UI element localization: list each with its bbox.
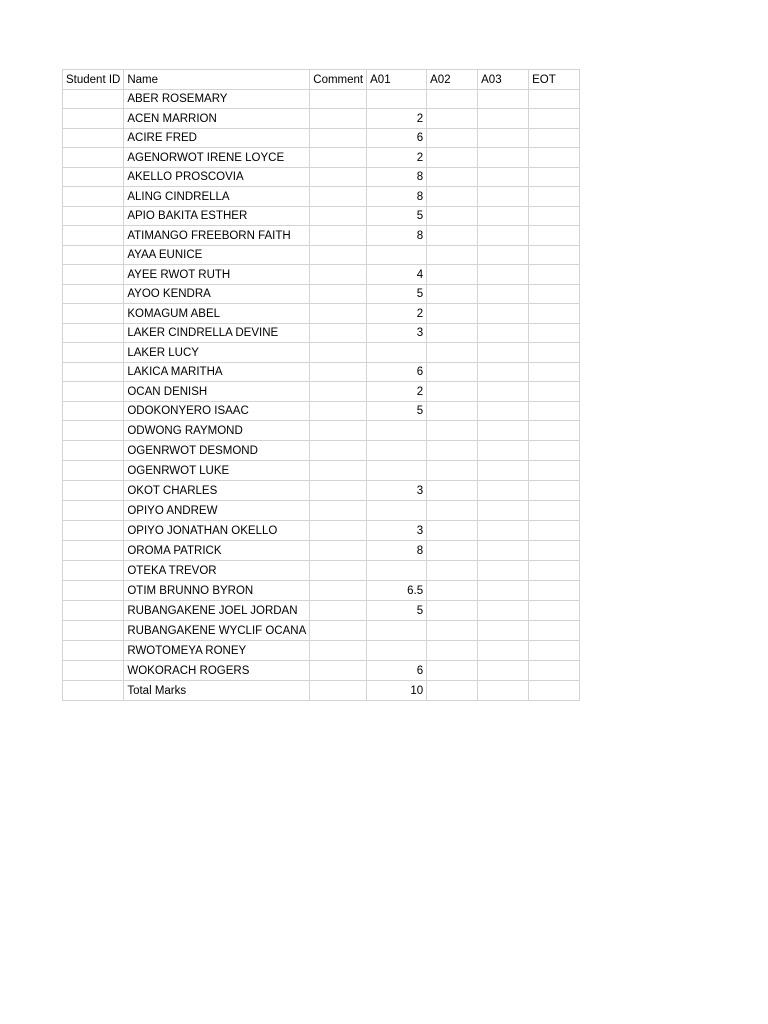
cell-name[interactable]: OPIYO ANDREW — [124, 501, 310, 521]
table-row — [63, 187, 580, 207]
cell-name[interactable]: OTEKA TREVOR — [124, 561, 310, 581]
cell-a01[interactable]: 6.5 — [367, 581, 427, 601]
cell-eot[interactable] — [529, 581, 580, 601]
cell-a03[interactable] — [478, 421, 529, 441]
cell-eot[interactable] — [529, 521, 580, 541]
cell-a02[interactable] — [427, 246, 478, 265]
cell-a01[interactable]: 5 — [367, 285, 427, 304]
cell-eot[interactable] — [529, 304, 580, 324]
table-row — [63, 129, 580, 148]
cell-student-id[interactable] — [63, 187, 124, 207]
cell-name[interactable]: ODOKONYERO ISAAC — [124, 402, 310, 421]
cell-eot[interactable] — [529, 641, 580, 661]
header-row — [63, 70, 580, 90]
cell-eot[interactable] — [529, 207, 580, 226]
cell-a03[interactable] — [478, 148, 529, 168]
cell-a03[interactable] — [478, 661, 529, 681]
cell-student-id[interactable] — [63, 421, 124, 441]
cell-comment[interactable] — [310, 561, 367, 581]
cell-student-id[interactable] — [63, 109, 124, 129]
cell-student-id[interactable] — [63, 402, 124, 421]
cell-student-id[interactable] — [63, 363, 124, 382]
cell-a01[interactable]: 3 — [367, 521, 427, 541]
table-row — [63, 621, 580, 641]
cell-comment[interactable] — [310, 207, 367, 226]
cell-a02[interactable] — [427, 187, 478, 207]
table-body — [63, 90, 580, 701]
table-row — [63, 285, 580, 304]
cell-a03[interactable] — [478, 561, 529, 581]
cell-a03[interactable] — [478, 481, 529, 501]
cell-a01[interactable]: 8 — [367, 187, 427, 207]
cell-student-id[interactable] — [63, 382, 124, 402]
header-comment[interactable]: Comment — [310, 70, 367, 90]
cell-a01[interactable] — [367, 461, 427, 481]
cell-a03[interactable] — [478, 187, 529, 207]
cell-a01[interactable] — [367, 90, 427, 109]
cell-name[interactable]: OKOT CHARLES — [124, 481, 310, 501]
cell-eot[interactable] — [529, 601, 580, 621]
cell-comment[interactable] — [310, 304, 367, 324]
cell-name[interactable]: OROMA PATRICK — [124, 541, 310, 561]
cell-student-id[interactable] — [63, 661, 124, 681]
cell-name[interactable]: AYOO KENDRA — [124, 285, 310, 304]
table-row — [63, 681, 580, 701]
cell-a03[interactable] — [478, 581, 529, 601]
cell-eot[interactable] — [529, 441, 580, 461]
cell-a02[interactable] — [427, 168, 478, 187]
cell-a01[interactable]: 4 — [367, 265, 427, 285]
cell-name[interactable]: LAKICA MARITHA — [124, 363, 310, 382]
cell-a01[interactable]: 3 — [367, 324, 427, 343]
cell-a02[interactable] — [427, 226, 478, 246]
cell-a03[interactable] — [478, 168, 529, 187]
cell-student-id[interactable] — [63, 304, 124, 324]
header-a02[interactable]: A02 — [427, 70, 478, 90]
cell-a01[interactable]: 2 — [367, 304, 427, 324]
cell-comment[interactable] — [310, 343, 367, 363]
cell-a01[interactable]: 2 — [367, 148, 427, 168]
cell-eot[interactable] — [529, 226, 580, 246]
table-row — [63, 265, 580, 285]
table-row — [63, 148, 580, 168]
cell-student-id[interactable] — [63, 129, 124, 148]
cell-student-id[interactable] — [63, 148, 124, 168]
cell-a03[interactable] — [478, 441, 529, 461]
cell-student-id[interactable] — [63, 90, 124, 109]
cell-a01[interactable] — [367, 621, 427, 641]
cell-a03[interactable] — [478, 207, 529, 226]
table-row — [63, 304, 580, 324]
cell-a02[interactable] — [427, 481, 478, 501]
cell-a01[interactable] — [367, 246, 427, 265]
cell-name[interactable]: Total Marks — [124, 681, 310, 701]
table-row — [63, 541, 580, 561]
cell-a02[interactable] — [427, 601, 478, 621]
cell-comment[interactable] — [310, 187, 367, 207]
table-row — [63, 461, 580, 481]
cell-student-id[interactable] — [63, 226, 124, 246]
cell-eot[interactable] — [529, 382, 580, 402]
cell-name[interactable]: KOMAGUM ABEL — [124, 304, 310, 324]
cell-name[interactable]: LAKER CINDRELLA DEVINE — [124, 324, 310, 343]
table-row — [63, 501, 580, 521]
cell-name[interactable]: ODWONG RAYMOND — [124, 421, 310, 441]
table-row — [63, 324, 580, 343]
cell-a02[interactable] — [427, 207, 478, 226]
cell-comment[interactable] — [310, 109, 367, 129]
cell-comment[interactable] — [310, 441, 367, 461]
cell-a03[interactable] — [478, 246, 529, 265]
cell-comment[interactable] — [310, 641, 367, 661]
cell-a01[interactable]: 8 — [367, 168, 427, 187]
cell-student-id[interactable] — [63, 581, 124, 601]
cell-name[interactable]: ACEN MARRION — [124, 109, 310, 129]
cell-a01[interactable]: 8 — [367, 541, 427, 561]
cell-comment[interactable] — [310, 402, 367, 421]
cell-eot[interactable] — [529, 343, 580, 363]
cell-comment[interactable] — [310, 621, 367, 641]
table-row — [63, 168, 580, 187]
header-a03[interactable]: A03 — [478, 70, 529, 90]
cell-name[interactable]: OGENRWOT LUKE — [124, 461, 310, 481]
cell-a02[interactable] — [427, 621, 478, 641]
cell-a01[interactable] — [367, 641, 427, 661]
cell-a02[interactable] — [427, 109, 478, 129]
cell-eot[interactable] — [529, 324, 580, 343]
cell-a03[interactable] — [478, 285, 529, 304]
cell-a03[interactable] — [478, 501, 529, 521]
table-row — [63, 207, 580, 226]
cell-a01[interactable]: 2 — [367, 382, 427, 402]
cell-a02[interactable] — [427, 581, 478, 601]
cell-eot[interactable] — [529, 421, 580, 441]
cell-eot[interactable] — [529, 148, 580, 168]
cell-a03[interactable] — [478, 521, 529, 541]
cell-student-id[interactable] — [63, 681, 124, 701]
cell-a03[interactable] — [478, 304, 529, 324]
table-row — [63, 246, 580, 265]
table-row — [63, 521, 580, 541]
cell-eot[interactable] — [529, 109, 580, 129]
table-row — [63, 402, 580, 421]
cell-name[interactable]: RUBANGAKENE WYCLIF OCANA — [124, 621, 310, 641]
cell-comment[interactable] — [310, 148, 367, 168]
cell-a02[interactable] — [427, 421, 478, 441]
cell-name[interactable]: AGENORWOT IRENE LOYCE — [124, 148, 310, 168]
cell-comment[interactable] — [310, 363, 367, 382]
cell-student-id[interactable] — [63, 246, 124, 265]
cell-comment[interactable] — [310, 661, 367, 681]
cell-comment[interactable] — [310, 285, 367, 304]
cell-comment[interactable] — [310, 168, 367, 187]
cell-student-id[interactable] — [63, 441, 124, 461]
cell-comment[interactable] — [310, 481, 367, 501]
cell-a03[interactable] — [478, 129, 529, 148]
cell-a01[interactable]: 10 — [367, 681, 427, 701]
cell-a03[interactable] — [478, 109, 529, 129]
cell-a01[interactable]: 5 — [367, 207, 427, 226]
cell-a01[interactable]: 6 — [367, 129, 427, 148]
cell-a03[interactable] — [478, 90, 529, 109]
cell-student-id[interactable] — [63, 207, 124, 226]
cell-a03[interactable] — [478, 641, 529, 661]
cell-student-id[interactable] — [63, 324, 124, 343]
cell-name[interactable]: ALING CINDRELLA — [124, 187, 310, 207]
cell-comment[interactable] — [310, 601, 367, 621]
cell-eot[interactable] — [529, 90, 580, 109]
cell-a02[interactable] — [427, 561, 478, 581]
cell-eot[interactable] — [529, 168, 580, 187]
table-row — [63, 363, 580, 382]
cell-name[interactable]: AYEE RWOT RUTH — [124, 265, 310, 285]
cell-a01[interactable]: 5 — [367, 402, 427, 421]
cell-a03[interactable] — [478, 541, 529, 561]
cell-a03[interactable] — [478, 324, 529, 343]
cell-eot[interactable] — [529, 661, 580, 681]
cell-a02[interactable] — [427, 681, 478, 701]
cell-student-id[interactable] — [63, 561, 124, 581]
cell-name[interactable]: WOKORACH ROGERS — [124, 661, 310, 681]
cell-student-id[interactable] — [63, 641, 124, 661]
cell-a02[interactable] — [427, 285, 478, 304]
header-eot[interactable]: EOT — [529, 70, 580, 90]
header-student-id[interactable]: Student ID — [63, 70, 124, 90]
cell-comment[interactable] — [310, 461, 367, 481]
cell-a02[interactable] — [427, 402, 478, 421]
cell-comment[interactable] — [310, 541, 367, 561]
cell-a01[interactable] — [367, 343, 427, 363]
marks-table — [62, 69, 580, 701]
cell-comment[interactable] — [310, 421, 367, 441]
cell-eot[interactable] — [529, 129, 580, 148]
cell-comment[interactable] — [310, 246, 367, 265]
cell-a01[interactable]: 2 — [367, 109, 427, 129]
cell-student-id[interactable] — [63, 501, 124, 521]
cell-eot[interactable] — [529, 246, 580, 265]
cell-eot[interactable] — [529, 285, 580, 304]
cell-name[interactable]: ABER ROSEMARY — [124, 90, 310, 109]
cell-a01[interactable]: 8 — [367, 226, 427, 246]
cell-student-id[interactable] — [63, 461, 124, 481]
cell-comment[interactable] — [310, 521, 367, 541]
cell-a03[interactable] — [478, 402, 529, 421]
cell-a02[interactable] — [427, 382, 478, 402]
cell-name[interactable]: OPIYO JONATHAN OKELLO — [124, 521, 310, 541]
cell-comment[interactable] — [310, 382, 367, 402]
cell-a02[interactable] — [427, 641, 478, 661]
cell-a02[interactable] — [427, 304, 478, 324]
cell-a02[interactable] — [427, 324, 478, 343]
cell-student-id[interactable] — [63, 521, 124, 541]
table-row — [63, 441, 580, 461]
cell-eot[interactable] — [529, 265, 580, 285]
table-row — [63, 226, 580, 246]
cell-student-id[interactable] — [63, 265, 124, 285]
cell-a03[interactable] — [478, 601, 529, 621]
cell-eot[interactable] — [529, 561, 580, 581]
cell-a03[interactable] — [478, 343, 529, 363]
table-row — [63, 641, 580, 661]
cell-comment[interactable] — [310, 265, 367, 285]
cell-eot[interactable] — [529, 402, 580, 421]
cell-a01[interactable]: 6 — [367, 661, 427, 681]
cell-comment[interactable] — [310, 324, 367, 343]
cell-student-id[interactable] — [63, 481, 124, 501]
cell-name[interactable]: AYAA EUNICE — [124, 246, 310, 265]
table-row — [63, 421, 580, 441]
cell-student-id[interactable] — [63, 621, 124, 641]
cell-eot[interactable] — [529, 501, 580, 521]
cell-a02[interactable] — [427, 501, 478, 521]
cell-student-id[interactable] — [63, 285, 124, 304]
cell-a02[interactable] — [427, 541, 478, 561]
cell-a02[interactable] — [427, 521, 478, 541]
cell-a02[interactable] — [427, 129, 478, 148]
cell-name[interactable]: OGENRWOT DESMOND — [124, 441, 310, 461]
cell-a02[interactable] — [427, 265, 478, 285]
cell-name[interactable]: ACIRE FRED — [124, 129, 310, 148]
table-row — [63, 382, 580, 402]
header-a01[interactable]: A01 — [367, 70, 427, 90]
cell-comment[interactable] — [310, 90, 367, 109]
cell-name[interactable]: RWOTOMEYA RONEY — [124, 641, 310, 661]
cell-a02[interactable] — [427, 90, 478, 109]
cell-comment[interactable] — [310, 226, 367, 246]
cell-a03[interactable] — [478, 681, 529, 701]
cell-student-id[interactable] — [63, 541, 124, 561]
cell-eot[interactable] — [529, 461, 580, 481]
cell-a03[interactable] — [478, 265, 529, 285]
cell-a03[interactable] — [478, 382, 529, 402]
header-name[interactable]: Name — [124, 70, 310, 90]
cell-a02[interactable] — [427, 661, 478, 681]
cell-name[interactable]: OCAN DENISH — [124, 382, 310, 402]
table-row — [63, 90, 580, 109]
cell-eot[interactable] — [529, 187, 580, 207]
cell-student-id[interactable] — [63, 343, 124, 363]
cell-a02[interactable] — [427, 343, 478, 363]
cell-name[interactable]: AKELLO PROSCOVIA — [124, 168, 310, 187]
cell-a02[interactable] — [427, 363, 478, 382]
cell-a01[interactable]: 5 — [367, 601, 427, 621]
cell-eot[interactable] — [529, 541, 580, 561]
table-row — [63, 561, 580, 581]
cell-name[interactable]: OTIM BRUNNO BYRON — [124, 581, 310, 601]
cell-a03[interactable] — [478, 226, 529, 246]
table-row — [63, 343, 580, 363]
cell-comment[interactable] — [310, 129, 367, 148]
cell-a03[interactable] — [478, 461, 529, 481]
cell-a01[interactable] — [367, 421, 427, 441]
cell-a01[interactable] — [367, 501, 427, 521]
cell-eot[interactable] — [529, 481, 580, 501]
cell-student-id[interactable] — [63, 601, 124, 621]
cell-name[interactable]: LAKER LUCY — [124, 343, 310, 363]
cell-name[interactable]: ATIMANGO FREEBORN FAITH — [124, 226, 310, 246]
cell-name[interactable]: APIO BAKITA ESTHER — [124, 207, 310, 226]
cell-a02[interactable] — [427, 148, 478, 168]
cell-a02[interactable] — [427, 441, 478, 461]
cell-a01[interactable]: 6 — [367, 363, 427, 382]
cell-name[interactable]: RUBANGAKENE JOEL JORDAN — [124, 601, 310, 621]
table-row — [63, 661, 580, 681]
cell-a03[interactable] — [478, 621, 529, 641]
table-row — [63, 581, 580, 601]
cell-a01[interactable]: 3 — [367, 481, 427, 501]
table-row — [63, 481, 580, 501]
cell-a03[interactable] — [478, 363, 529, 382]
cell-a01[interactable] — [367, 561, 427, 581]
table-row — [63, 109, 580, 129]
cell-comment[interactable] — [310, 501, 367, 521]
cell-comment[interactable] — [310, 581, 367, 601]
cell-comment[interactable] — [310, 681, 367, 701]
cell-eot[interactable] — [529, 363, 580, 382]
cell-eot[interactable] — [529, 681, 580, 701]
cell-student-id[interactable] — [63, 168, 124, 187]
cell-eot[interactable] — [529, 621, 580, 641]
cell-a02[interactable] — [427, 461, 478, 481]
cell-a01[interactable] — [367, 441, 427, 461]
table-row — [63, 601, 580, 621]
